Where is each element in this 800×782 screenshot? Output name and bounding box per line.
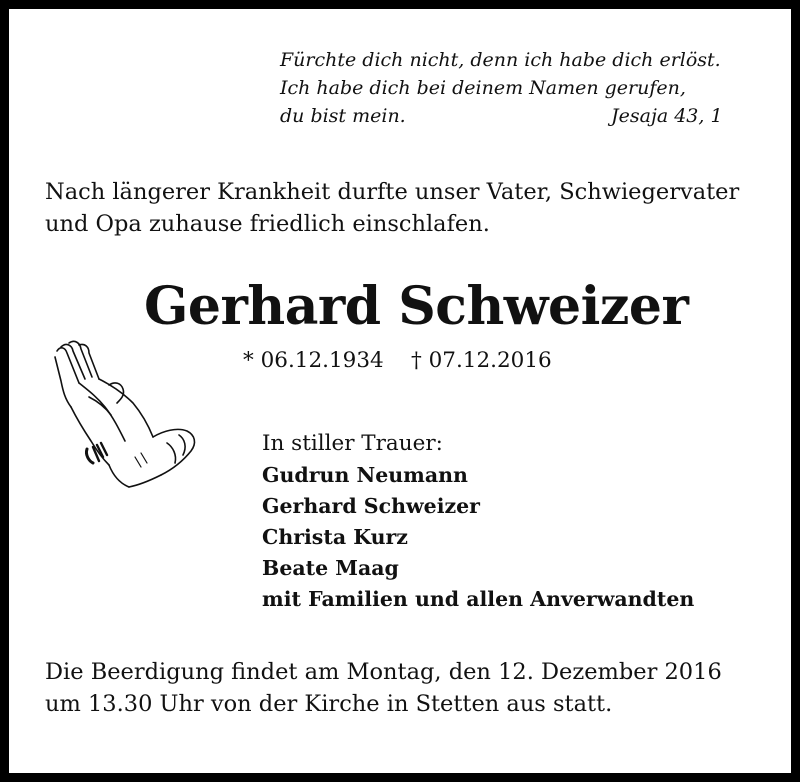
- deceased-name: Gerhard Schweizer: [144, 276, 689, 337]
- mourner-name: Beate Maag: [262, 556, 399, 580]
- verse-line: Fürchte dich nicht, denn ich habe dich erlöst.: [280, 49, 721, 71]
- intro-line: und Opa zuhause friedlich einschlafen.: [45, 211, 490, 237]
- mourner-name: Gerhard Schweizer: [262, 494, 480, 518]
- burial-line: Die Beerdigung findet am Montag, den 12. Dezember 2016: [45, 659, 722, 685]
- birth-date: * 06.12.1934: [243, 348, 384, 373]
- mourner-families: mit Familien und allen Anverwandten: [262, 587, 695, 611]
- death-date: † 07.12.2016: [411, 348, 552, 373]
- intro-line: Nach längerer Krankheit durfte unser Vater, Schwiegervater: [45, 179, 740, 205]
- verse-reference: Jesaja 43, 1: [611, 105, 723, 127]
- mourner-name: Christa Kurz: [262, 525, 408, 549]
- verse-line: Ich habe dich bei deinem Namen gerufen,: [280, 77, 686, 99]
- burial-line: um 13.30 Uhr von der Kirche in Stetten aus statt.: [45, 691, 613, 717]
- mourner-name: Gudrun Neumann: [262, 463, 468, 487]
- mourners-label: In stiller Trauer:: [262, 431, 443, 456]
- verse-line: du bist mein.: [280, 105, 406, 127]
- praying-hands-icon: [49, 337, 199, 492]
